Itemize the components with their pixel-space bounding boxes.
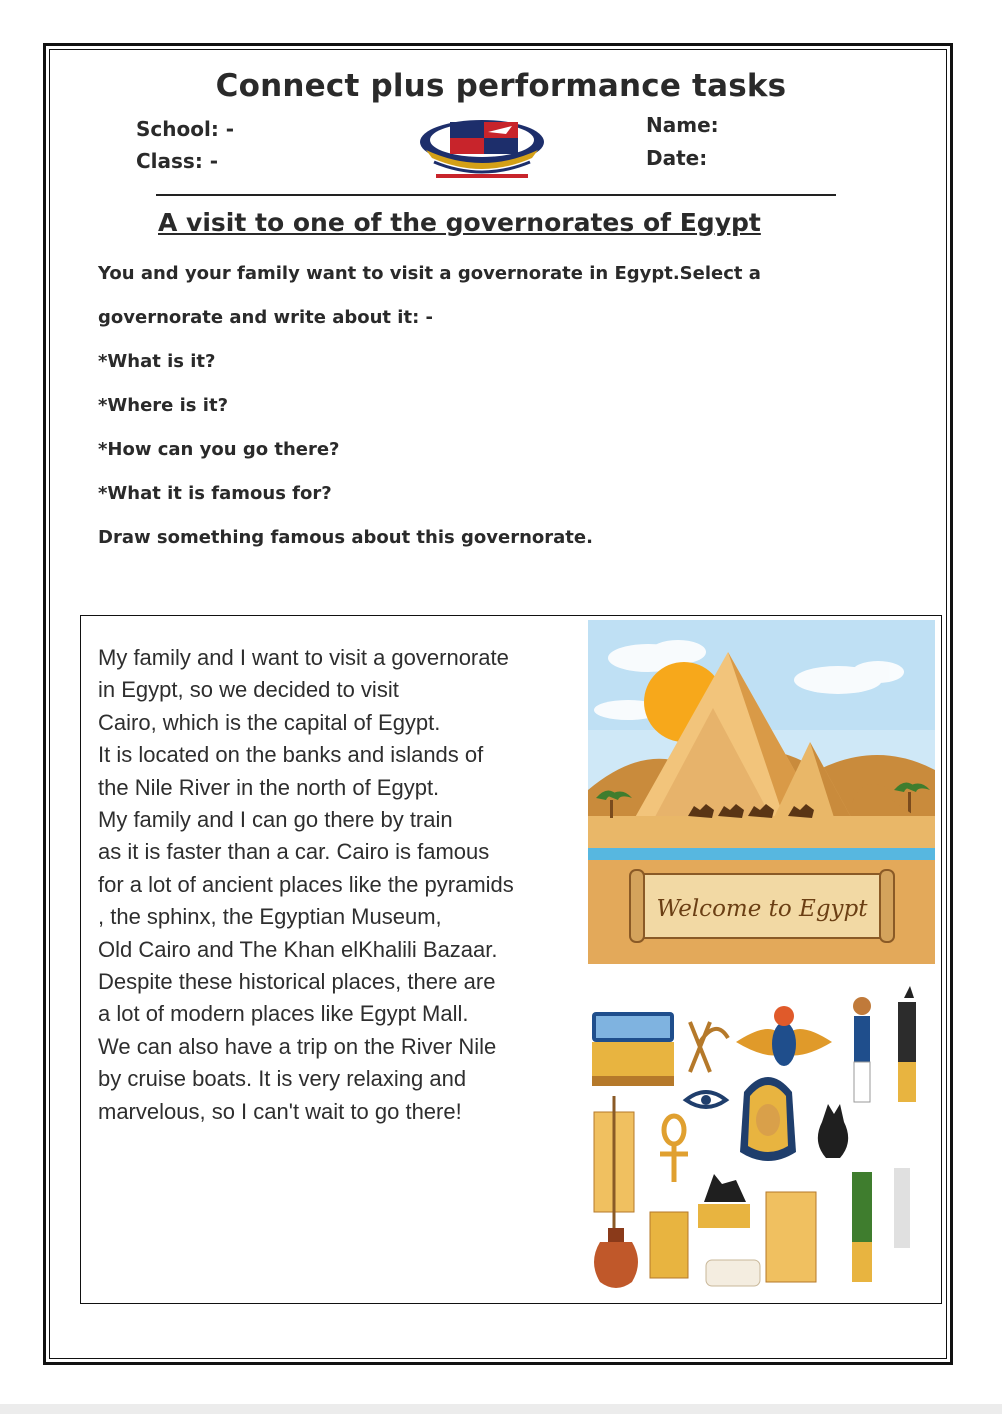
essay-line: My family and I want to visit a governorate — [98, 645, 509, 670]
essay-line: marvelous, so I can't wait to go there! — [98, 1098, 462, 1124]
essay-line: Despite these historical places, there are — [98, 969, 496, 995]
cartouche-icon — [706, 1260, 760, 1286]
essay-line: by cruise boats. It is very relaxing and — [98, 1066, 467, 1092]
essay-line: Old Cairo and The Khan elKhalili Bazaar. — [98, 936, 498, 962]
tutankhamun-mask-icon — [740, 1077, 796, 1161]
question-what: *What is it? — [98, 351, 216, 372]
essay-line: the Nile River in the north of Egypt. — [98, 774, 440, 800]
egyptian-icons-collage — [586, 972, 941, 1302]
essay-line: for a lot of ancient places like the pyramids — [98, 871, 514, 897]
pyramids-illustration — [588, 620, 935, 964]
anubis-figure-icon — [898, 986, 916, 1102]
school-label: School: - — [136, 117, 235, 141]
essay-line: We can also have a trip on the River Nile — [98, 1033, 497, 1059]
instruction-line: governorate and write about it: - — [98, 307, 434, 328]
essay-line: My family and I can go there by train — [98, 807, 453, 833]
essay-line: It is located on the banks and islands of — [98, 742, 484, 768]
date-label: Date: — [646, 146, 708, 170]
header-divider — [156, 194, 836, 196]
name-label: Name: — [646, 113, 719, 137]
question-famous: *What it is famous for? — [98, 483, 332, 504]
school-logo-emblem — [412, 106, 552, 186]
question-where: *Where is it? — [98, 395, 229, 416]
essay-line: , the sphinx, the Egyptian Museum, — [98, 904, 442, 930]
worksheet-title: Connect plus performance tasks — [215, 68, 787, 104]
question-how: *How can you go there? — [98, 439, 340, 460]
task-subtitle: A visit to one of the governorates of Egypt — [158, 208, 761, 237]
essay-line: as it is faster than a car. Cairo is famous — [98, 839, 490, 865]
sarcophagus-icon — [592, 1012, 674, 1086]
draw-instruction: Draw something famous about this governorate. — [98, 527, 593, 548]
essay-line: a lot of modern places like Egypt Mall. — [98, 1001, 469, 1027]
welcome-banner-text: Welcome to Egypt — [656, 896, 868, 922]
class-label: Class: - — [136, 149, 219, 173]
essay-text — [98, 642, 578, 1128]
essay-line: Cairo, which is the capital of Egypt. — [98, 709, 441, 735]
essay-line: in Egypt, so we decided to visit — [98, 677, 399, 703]
papyrus-scroll-icon — [594, 1096, 634, 1228]
instruction-line: You and your family want to visit a governorate in Egypt.Select a — [98, 263, 761, 284]
